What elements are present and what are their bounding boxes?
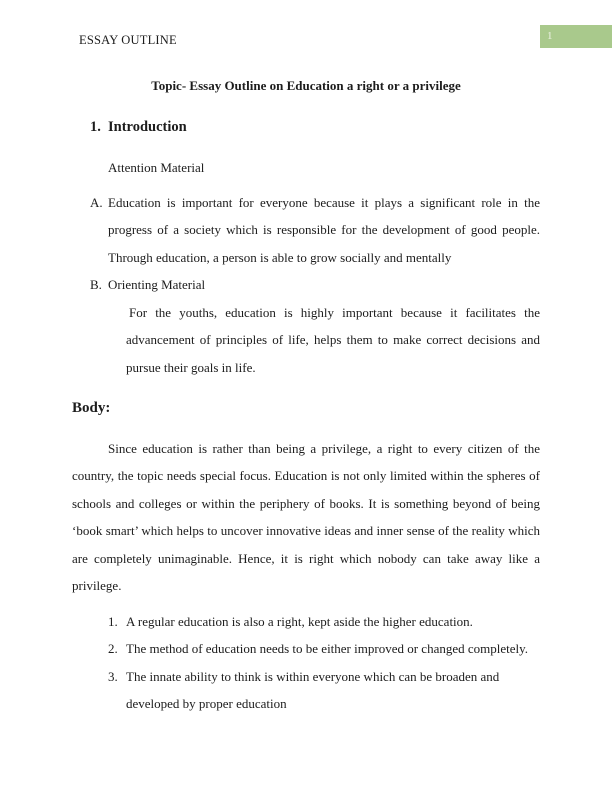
- list-item: [72, 663, 540, 718]
- outline-item-a-text: Education is important for everyone because it plays a significant role in the progress of a society which is responsible for the development of good people. Through education, a person is able to grow socially and mentally: [108, 194, 540, 265]
- list-item-number: 2.: [108, 641, 118, 656]
- document-content: [72, 72, 540, 718]
- list-item-text: A regular education is also a right, kept aside the higher education.: [126, 613, 473, 629]
- attention-material-label: Attention Material: [108, 160, 205, 175]
- list-item: [72, 608, 540, 636]
- page-number-badge: [540, 25, 612, 48]
- body-paragraph: Since education is rather than being a privilege, a right to every citizen of the country, the topic needs special focus. Education is not only limited within the spheres of schools and colleges or within the periphery of books. It is something beyond of being ‘book smart’ which helps to uncover innovative ideas and inner sense of the reality which are completely unimaginable. Hence, it is right which nobody can take away like a privilege.: [72, 440, 540, 593]
- running-header: ESSAY OUTLINE: [79, 33, 177, 47]
- body-numbered-list: [72, 608, 540, 718]
- list-item-number: 3.: [108, 668, 118, 684]
- list-item-text: The innate ability to think is within everyone which can be broaden and developed by proper education: [126, 668, 500, 711]
- body-section-heading: Body:: [72, 400, 111, 416]
- list-item-text: The method of education needs to be either improved or changed completely.: [126, 641, 529, 656]
- essay-topic-title: Topic- Essay Outline on Education a right or a privilege: [151, 78, 461, 93]
- outline-item-b-text: Orienting Material: [108, 277, 206, 292]
- list-item-number: 1.: [108, 613, 118, 629]
- section-number: 1.: [90, 118, 101, 135]
- section-heading-label: Introduction: [108, 118, 187, 135]
- list-item: [72, 635, 540, 663]
- outline-item-a: [72, 189, 540, 272]
- section-introduction-heading: [72, 114, 540, 142]
- orienting-material-paragraph: For the youths, education is highly important because it facilitates the advancement of principles of life, helps them to make correct decisions and pursue their goals in life.: [126, 304, 540, 375]
- outline-item-a-marker: A.: [90, 194, 103, 210]
- page-number: 1: [547, 30, 553, 42]
- outline-item-b-marker: B.: [90, 277, 102, 292]
- outline-item-b: [72, 271, 540, 299]
